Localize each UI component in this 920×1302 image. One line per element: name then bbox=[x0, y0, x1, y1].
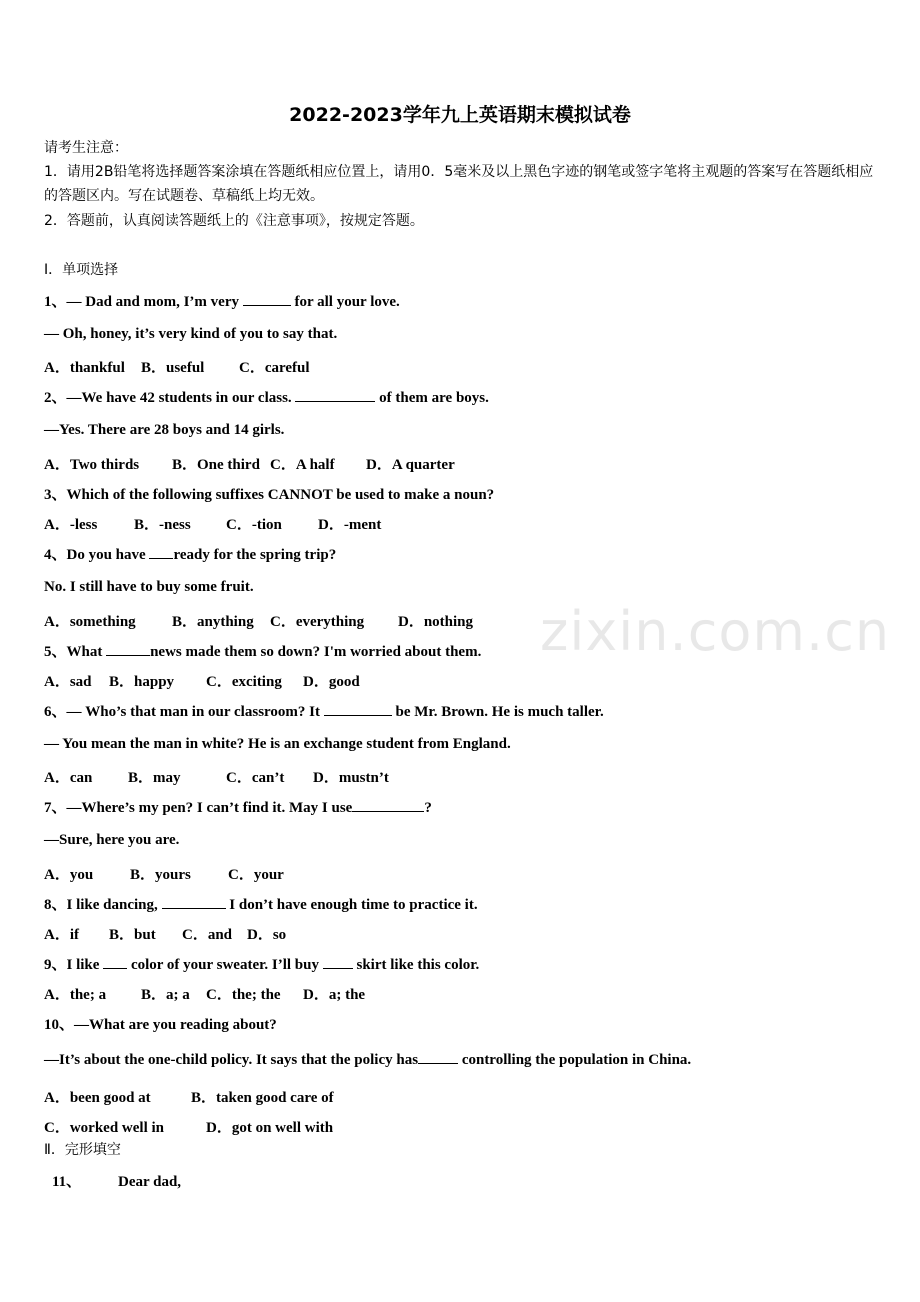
option-b[interactable]: B．may bbox=[128, 770, 181, 786]
question-10-reply: —It’s about the one-child policy. It says that the policy has controlling the population in China. bbox=[44, 1049, 691, 1069]
option-c[interactable]: C．can’t bbox=[226, 770, 285, 786]
option-a[interactable]: A．sad bbox=[44, 674, 92, 690]
option-c[interactable]: C．worked well in bbox=[44, 1120, 165, 1136]
option-c[interactable]: C．A half bbox=[270, 457, 335, 473]
question-9-options bbox=[44, 983, 365, 1004]
option-a[interactable]: A．been good at bbox=[44, 1090, 151, 1106]
answer-blank bbox=[103, 954, 127, 969]
question-7-options bbox=[44, 863, 284, 884]
option-c[interactable]: C．-tion bbox=[226, 517, 282, 533]
question-2-reply: —Yes. There are 28 boys and 14 girls. bbox=[44, 422, 285, 438]
question-7-reply: —Sure, here you are. bbox=[44, 832, 180, 848]
page-title: 2022-2023学年九上英语期末模拟试卷 bbox=[289, 104, 631, 126]
option-a[interactable]: A．something bbox=[44, 614, 136, 630]
answer-blank bbox=[106, 641, 150, 656]
question-9-stem: 9、I like color of your sweater. I’ll buy skirt like this color. bbox=[44, 953, 479, 974]
option-d[interactable]: D．a; the bbox=[303, 987, 366, 1003]
option-c[interactable]: C．your bbox=[228, 867, 284, 883]
option-d[interactable]: D．so bbox=[247, 927, 287, 943]
option-a[interactable]: A．Two thirds bbox=[44, 457, 140, 473]
question-8-options bbox=[44, 923, 286, 944]
option-b[interactable]: B．a; a bbox=[141, 987, 190, 1003]
notice-item-2: 2．答题前，认真阅读答题纸上的《注意事项》，按规定答题。 bbox=[44, 213, 424, 229]
answer-blank bbox=[162, 894, 226, 909]
answer-blank bbox=[243, 291, 291, 306]
option-c[interactable]: C．careful bbox=[239, 360, 310, 376]
question-10-options-row-1 bbox=[44, 1086, 334, 1107]
question-8-stem: 8、I like dancing, I don’t have enough time to practice it. bbox=[44, 893, 478, 914]
question-4-stem: 4、Do you have ready for the spring trip? bbox=[44, 543, 336, 564]
option-d[interactable]: D．good bbox=[303, 674, 360, 690]
option-d[interactable]: D．nothing bbox=[398, 614, 474, 630]
question-6-options bbox=[44, 766, 389, 787]
question-1-stem: 1、— Dad and mom, I’m very for all your love. bbox=[44, 290, 400, 311]
section-heading-single-choice: Ⅰ．单项选择 bbox=[44, 262, 119, 278]
option-b[interactable]: B．One third bbox=[172, 457, 260, 473]
option-a[interactable]: A．can bbox=[44, 770, 93, 786]
question-10-stem: 10、—What are you reading about? bbox=[44, 1017, 277, 1033]
answer-blank bbox=[323, 954, 353, 969]
notice-heading: 请考生注意： bbox=[44, 140, 128, 156]
option-b[interactable]: B．yours bbox=[130, 867, 191, 883]
question-3-options bbox=[44, 513, 381, 534]
question-4-options bbox=[44, 610, 473, 631]
option-b[interactable]: B．happy bbox=[109, 674, 175, 690]
question-2-options bbox=[44, 453, 455, 474]
option-c[interactable]: C．and bbox=[182, 927, 233, 943]
answer-blank bbox=[352, 797, 424, 812]
option-b[interactable]: B．-ness bbox=[134, 517, 191, 533]
question-6-stem: 6、— Who’s that man in our classroom? It be Mr. Brown. He is much taller. bbox=[44, 700, 604, 721]
question-6-reply: — You mean the man in white? He is an exchange student from England. bbox=[44, 736, 511, 752]
option-c[interactable]: C．exciting bbox=[206, 674, 282, 690]
answer-blank bbox=[295, 387, 375, 402]
notice-item-1: 1．请用2B铅笔将选择题答案涂填在答题纸相应位置上，请用0．5毫米及以上黑色字迹的钢笔或签字笔将主观题的答案写在答题纸相应的答题区内。写在试题卷、草稿纸上均无效。 bbox=[44, 164, 874, 204]
option-b[interactable]: B．taken good care of bbox=[191, 1090, 334, 1106]
option-d[interactable]: D．-ment bbox=[318, 517, 382, 533]
option-c[interactable]: C．everything bbox=[270, 614, 365, 630]
option-b[interactable]: B．but bbox=[109, 927, 156, 943]
option-d[interactable]: D．A quarter bbox=[366, 457, 455, 473]
option-b[interactable]: B．anything bbox=[172, 614, 254, 630]
question-2-stem: 2、—We have 42 students in our class. of them are boys. bbox=[44, 386, 489, 407]
option-a[interactable]: A．you bbox=[44, 867, 94, 883]
question-10-options-row-2 bbox=[44, 1116, 333, 1137]
option-a[interactable]: A．thankful bbox=[44, 360, 125, 376]
option-a[interactable]: A．-less bbox=[44, 517, 98, 533]
question-5-options bbox=[44, 670, 360, 691]
question-1-options bbox=[44, 356, 310, 377]
answer-blank bbox=[324, 701, 392, 716]
site-watermark: zixin.com.cn bbox=[540, 600, 891, 663]
question-7-stem: 7、—Where’s my pen? I can’t find it. May I use ? bbox=[44, 796, 432, 817]
question-4-reply: No. I still have to buy some fruit. bbox=[44, 579, 254, 595]
option-a[interactable]: A．if bbox=[44, 927, 79, 943]
question-1-reply: — Oh, honey, it’s very kind of you to say that. bbox=[44, 326, 338, 342]
section-heading-cloze: Ⅱ．完形填空 bbox=[44, 1142, 121, 1158]
option-c[interactable]: C．the; the bbox=[206, 987, 281, 1003]
question-5-stem: 5、What news made them so down? I'm worried about them. bbox=[44, 640, 481, 661]
answer-blank bbox=[149, 544, 173, 559]
option-a[interactable]: A．the; a bbox=[44, 987, 107, 1003]
question-11-start: 11、 Dear dad, bbox=[52, 1174, 182, 1190]
answer-blank bbox=[418, 1049, 458, 1064]
question-3-stem: 3、Which of the following suffixes CANNOT be used to make a noun? bbox=[44, 487, 495, 503]
option-d[interactable]: D．mustn’t bbox=[313, 770, 389, 786]
option-b[interactable]: B．useful bbox=[141, 360, 205, 376]
option-d[interactable]: D．got on well with bbox=[206, 1120, 334, 1136]
